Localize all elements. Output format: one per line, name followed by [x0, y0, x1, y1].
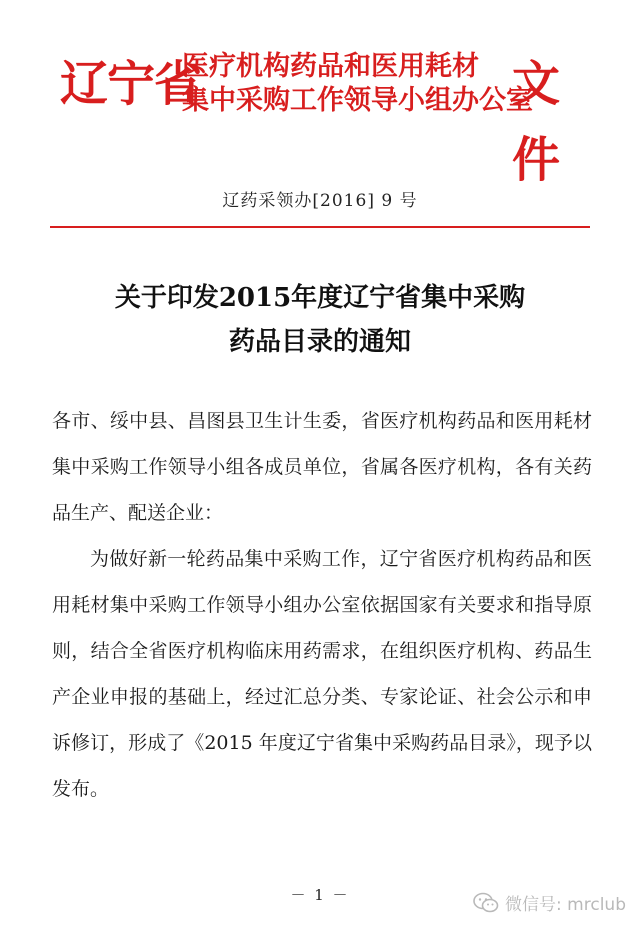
wechat-icon	[473, 892, 499, 914]
document-body	[52, 398, 592, 812]
title-line2: 药品目录的通知	[228, 327, 411, 357]
document-title	[0, 276, 640, 364]
body-paragraph: 为做好新一轮药品集中采购工作，辽宁省医疗机构药品和医用耗材集中采购工作领导小组办公室依据国家有关要求和指导原则，结合全省医疗机构临床用药需求，在组织医疗机构、药品生产企业申报的基础上，经过汇总分类、专家论证、社会公示和申诉修订，形成了《2015 年度辽宁省集中采购药品目录》，现予以发布。	[52, 548, 592, 800]
watermark	[473, 890, 626, 915]
header-divider	[50, 226, 590, 228]
header-province: 辽宁省	[60, 56, 202, 112]
header-document-label: 文件	[512, 56, 560, 188]
title-line1: 关于印发2015年度辽宁省集中采购	[114, 283, 526, 313]
page-number: － 1 －	[290, 886, 350, 904]
document-number: 辽药采领办[2016] 9 号	[222, 191, 418, 211]
header-office-line2: 集中采购工作领导小组办公室	[182, 85, 533, 116]
document-header	[60, 44, 600, 188]
watermark-text: 微信号: mrclub	[505, 895, 626, 915]
header-office-line1: 医疗机构药品和医用耗材	[182, 51, 479, 82]
header-office-name	[182, 50, 533, 118]
addressee-paragraph: 各市、绥中县、昌图县卫生计生委，省医疗机构药品和医用耗材集中采购工作领导小组各成员单位，省属各医疗机构，各有关药品生产、配送企业：	[52, 410, 592, 524]
